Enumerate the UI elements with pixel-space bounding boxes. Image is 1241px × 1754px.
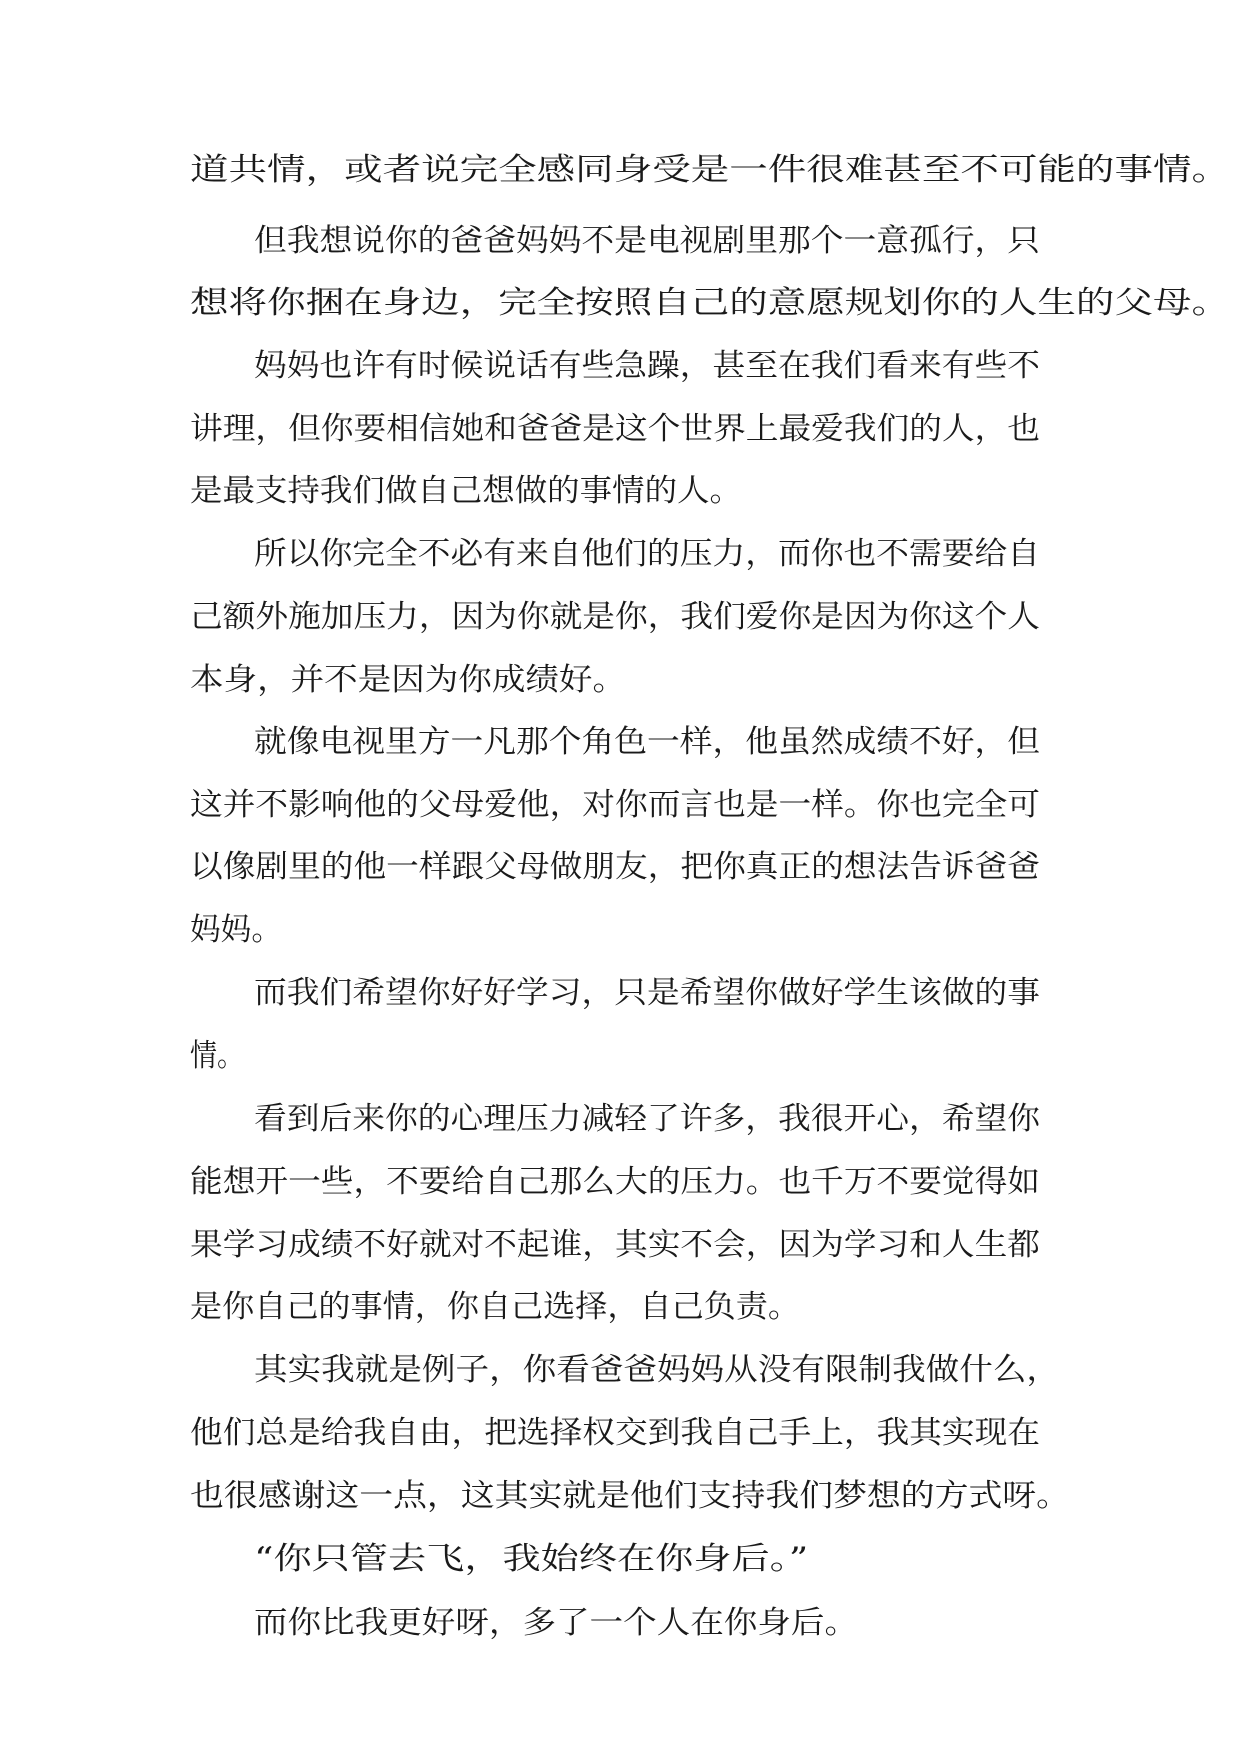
text-line: 本身，并不是因为你成绩好。	[190, 662, 626, 698]
text-line: 其实我就是例子，你看爸爸妈妈从没有限制我做什么，	[254, 1352, 1060, 1388]
text-line: 是最支持我们做自己想做的事情的人。	[190, 473, 742, 509]
text-line: 而我们希望你好好学习，只是希望你做好学生该做的事	[254, 975, 1040, 1011]
text-line: 以像剧里的他一样跟父母做朋友，把你真正的想法告诉爸爸	[190, 849, 1040, 885]
text-line: 妈妈。	[190, 912, 282, 948]
text-line: 但我想说你的爸爸妈妈不是电视剧里那个一意孤行，只	[254, 223, 1040, 259]
text-line: 这并不影响他的父母爱他，对你而言也是一样。你也完全可	[190, 787, 1040, 823]
text-line: 道共情，或者说完全感同身受是一件很难甚至不可能的事情。	[190, 152, 1230, 188]
text-line: 妈妈也许有时候说话有些急躁，甚至在我们看来有些不	[254, 348, 1040, 384]
text-line: 就像电视里方一凡那个角色一样，他虽然成绩不好，但	[254, 724, 1040, 760]
text-line: “你只管去飞，我始终在你身后。”	[254, 1541, 809, 1577]
text-line: 情。	[190, 1038, 244, 1074]
text-line: 讲理，但你要相信她和爸爸是这个世界上最爱我们的人，也	[190, 411, 1040, 447]
text-line: 他们总是给我自由，把选择权交到我自己手上，我其实现在	[190, 1415, 1040, 1451]
text-line: 所以你完全不必有来自他们的压力，而你也不需要给自	[254, 536, 1040, 572]
text-line: 而你比我更好呀，多了一个人在你身后。	[254, 1605, 858, 1641]
text-line: 能想开一些，不要给自己那么大的压力。也千万不要觉得如	[190, 1164, 1040, 1200]
text-line: 果学习成绩不好就对不起谁，其实不会，因为学习和人生都	[190, 1227, 1040, 1263]
text-line: 也很感谢这一点，这其实就是他们支持我们梦想的方式呀。	[190, 1478, 1070, 1514]
text-line: 看到后来你的心理压力减轻了许多，我很开心，希望你	[254, 1101, 1040, 1137]
text-line: 想将你捆在身边，完全按照自己的意愿规划你的人生的父母。	[190, 285, 1230, 321]
text-line: 是你自己的事情，你自己选择，自己负责。	[190, 1289, 800, 1325]
text-line: 己额外施加压力，因为你就是你，我们爱你是因为你这个人	[190, 599, 1040, 635]
